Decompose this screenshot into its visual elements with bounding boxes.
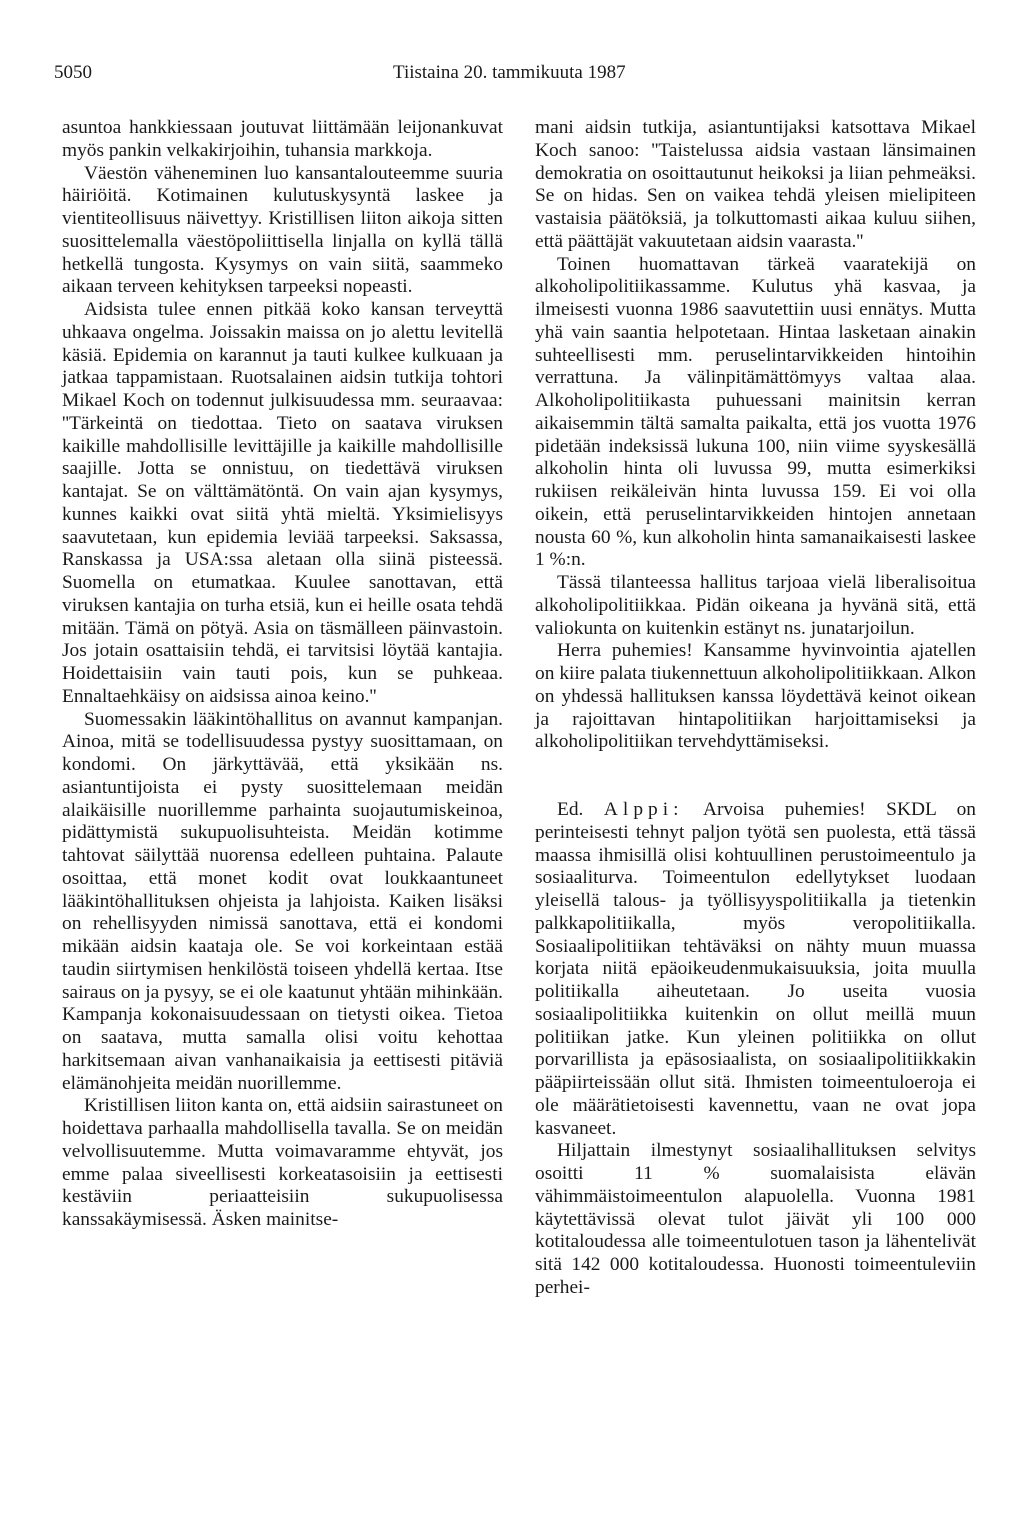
left-column — [62, 117, 503, 1232]
paragraph: Hiljattain ilmestynyt sosiaalihallituksen selvitys osoitti 11 % suomalaisista elävän vähimmäistoimeentulon alapuolella. Vuonna 1981 käytettävissä olevat tulot jäivät yli 100 000 kotitaloudessa alle toimeentulotuen tason ja lähentelivät sitä 142 000 kotitaloudessa. Huonosti toimeentuleviin perhei- — [535, 1140, 976, 1298]
speaker-prefix: Ed. — [557, 799, 584, 820]
speaker-name: Alppi: — [603, 799, 684, 820]
paragraph: Aidsista tulee ennen pitkää koko kansan terveyttä uhkaava ongelma. Joissakin maissa on jo alettu levitellä käsiä. Epidemia on karannut ja tauti kulkee kulkuaan ja jatkaa tappamistaan. Ruotsalainen aidsin tutkija tohtori Mikael Koch on todennut julkisuudessa mm. seuraavaa: ''Tärkeintä on tiedottaa. Tieto on saatava viruksen kaikille mahdollisille levittäjille ja kaikille mahdollisille saajille. Jotta se onnistuu, on tiedettävä viruksen kantajat. Se on välttämätöntä. On vain ajan kysymys, kunnes kaikki ovat siitä yhtä mieltä. Yksimielisyys saavutetaan, kun epidemia leviää tarpeeksi. Saksassa, Ranskassa ja USA:ssa aletaan olla siinä pisteessä. Suomella on etumatkaa. Kuulee sanottavan, että viruksen kantajia on turha etsiä, kun ei heille osata tehdä mitään. Tämä on pötyä. Asia on täsmälleen päinvastoin. Jos jotain osattaisiin tehdä, ei tarvitsisi löytää kantajia. Hoidettaisiin vain tauti pois, kun se puhkeaa. Ennaltaehkäisy on aidsissa ainoa keino.'' — [62, 299, 503, 707]
speech-text: Arvoisa puhemies! SKDL on perinteisesti tehnyt paljon työtä sen puolesta, että tässä maassa ihmisillä olisi kohtuullinen perustoimeentulo ja sosiaaliturva. Toimeentulon edellytykset luodaan yleisellä talous- ja työllisyyspolitiikalla ja tietenkin palkkapolitiikalla, myös veropolitiikalla. Sosiaalipolitiikan tehtäväksi on nähty muun muassa korjata niitä epäoikeudenmukaisuuksia, joita muulla politiikalla aiheutetaan. Jo useita vuosia sosiaalipolitiikka kuitenkin on ollut meillä muun politiikan jatke. Kun yleinen politiikka on ollut porvarillista ja epäsosiaalista, on sosiaalipolitiikkakin pääpiirteissään ollut sitä. Ihmisten toimeentuloeroja ei ole määrätietoisesti kavennettu, vaan ne ovat jopa kasvaneet. — [535, 799, 976, 1139]
paragraph: asuntoa hankkiessaan joutuvat liittämään leijonankuvat myös pankin velkakirjoihin, tuhansia markkoja. — [62, 117, 503, 161]
paragraph: mani aidsin tutkija, asiantuntijaksi katsottava Mikael Koch sanoo: ''Taistelussa aidsia vastaan länsimainen demokratia on osoittautunut heikoksi ja liian pehmeäksi. Se on hidas. Sen on vaikea tehdä yleisen mielipiteen vastaisia päätöksiä, ja tolkuttomasti aikaa kuluu siihen, että päättäjät vakuutetaan aidsin vaarasta.'' — [535, 117, 976, 252]
paragraph: Herra puhemies! Kansamme hyvinvointia ajatellen on kiire palata tiukennettuun alkoholipolitiikkaan. Alkon on yhdessä hallituksen kanssa löydettävä keinot oikean ja rajoittavan hintapolitiikan harjoittamiseksi ja alkoholipolitiikan tervehdyttämiseksi. — [535, 640, 976, 753]
paragraph: Suomessakin lääkintöhallitus on avannut kampanjan. Ainoa, mitä se todellisuudessa pystyy suosittamaan, on kondomi. On järkyttävää, että yksikään ns. asiantuntijoista ei pysty suosittelemaan meidän alaikäisille nuorillemme parhainta suojautumiskeinoa, pidättymistä sukupuolisuhteista. Meidän kotimme tahtovat säilyttää nuorensa edelleen puhtaina. Palaute osoittaa, että monet kodit ovat loukkaantuneet lääkintöhallituksen ohjeista ja lahjoista. Kaiken lisäksi on rehellisyyden nimissä sanottava, että ei kondomi mikään aidsin kaataja ole. Se voi korkeintaan estää taudin siirtymisen henkilöstä toiseen yhdellä kertaa. Itse sairaus on ja pysyy, se ei ole kaatunut yhtään mihinkään. Kampanja kokonaisuudessaan on tietysti oikea. Tietoa on saatava, mutta samalla olisi voitu kehottaa harkitsemaan aivan vanhanaikaisia ja eettisesti pitäviä elämänohjeita meidän nuorillemme. — [62, 708, 503, 1094]
session-date: Tiistaina 20. tammikuuta 1987 — [393, 62, 626, 83]
paragraph: Väestön väheneminen luo kansantalouteemme suuria häiriöitä. Kotimainen kulutuskysyntä laskee ja vientiteollisuus näivettyy. Kristillisen liiton aikoja sitten suosittelemalla väestöpoliittisella linjalla on kyllä tällä hetkellä tungosta. Kysymys on vain siitä, saammeko aikaan terveen kehityksen tarpeeksi nopeasti. — [62, 162, 503, 298]
page-number: 5050 — [54, 62, 92, 83]
right-column — [535, 117, 976, 1300]
paragraph: Tässä tilanteessa hallitus tarjoaa vielä liberalisoitua alkoholipolitiikkaa. Pidän oikeana ja hyvänä sitä, että valiokunta on kuitenkin estänyt ns. junatarjoilun. — [535, 572, 976, 639]
speech-opening — [535, 799, 976, 1140]
paragraph: Kristillisen liiton kanta on, että aidsiin sairastuneet on hoidettava parhaalla mahdollisella tavalla. Se on meidän velvollisuutemme. Mutta voimavaramme ehtyvät, jos emme palaa siveellisesti korkeatasoisiin ja eettisesti kestäviin periaatteisiin sukupuolisessa kanssakäymisessä. Äsken mainitse- — [62, 1095, 503, 1230]
paragraph: Toinen huomattavan tärkeä vaaratekijä on alkoholipolitiikassamme. Kulutus yhä kasvaa, ja ilmeisesti vuonna 1986 saavutettiin uusi ennätys. Mutta yhä vain saantia helpotetaan. Hintaa lasketaan ainakin suhteellisesti mm. peruselintarvikkeiden hintoihin verrattuna. Ja välinpitämättömyys valtaa alaa. Alkoholipolitiikasta puhuessani mainitsin kerran aikaisemmin tältä samalta paikalta, että jos vuotta 1976 pidetään indeksissä lukuna 100, niin viime syyskesällä alkoholin hinta oli luvussa 99, mutta esimerkiksi rukiisen reikäleivän hinta luvussa 159. Ei voi olla oikein, että peruselintarvikkeiden hintojen annetaan nousta 60 %, kun alkoholin hinta samanaikaisesti laskee 1 %:n. — [535, 253, 976, 571]
page-header — [0, 62, 1024, 92]
